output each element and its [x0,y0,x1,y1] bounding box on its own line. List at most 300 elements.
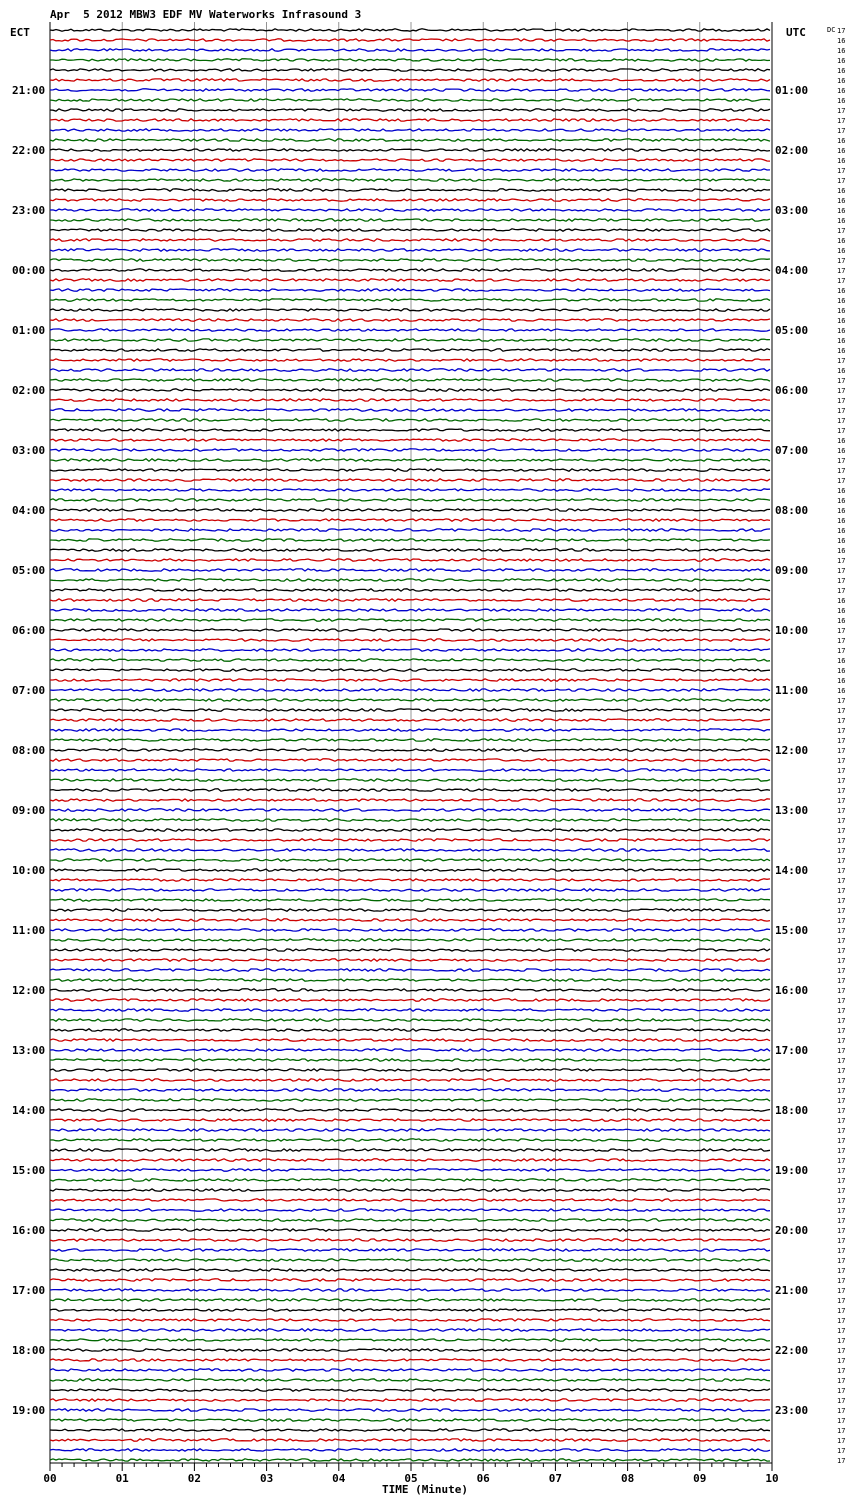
utc-hour-label: 13:00 [775,804,809,817]
trace-group [50,29,770,1461]
seismic-trace [50,1299,770,1301]
seismic-trace [50,149,770,151]
ect-hour-label: 03:00 [12,444,46,457]
seismic-trace [50,209,770,211]
dc-offset-label: 16 [837,147,846,155]
seismic-trace [50,419,770,421]
seismic-trace [50,499,770,501]
dc-offset-label: 17 [837,1157,846,1165]
utc-hour-label: 17:00 [775,1044,809,1057]
dc-offset-label: 16 [837,497,846,505]
dc-offset-label: 17 [837,1067,846,1075]
dc-offset-label: 17 [837,1207,846,1215]
ect-hour-label: 16:00 [12,1224,46,1237]
dc-offset-label: 17 [837,937,846,945]
dc-offset-label: 17 [837,1327,846,1335]
x-tick-label: 05 [404,1472,418,1485]
dc-offset-label: 17 [837,797,846,805]
seismic-trace [50,449,770,451]
utc-hour-label: 10:00 [775,624,809,637]
dc-offset-label: 17 [837,707,846,715]
utc-hour-label: 07:00 [775,444,809,457]
dc-offset-label: 17 [837,1117,846,1125]
seismic-trace [50,889,770,891]
dc-offset-label: 17 [837,107,846,115]
dc-offset-label: 17 [837,1147,846,1155]
dc-offset-label: 16 [837,617,846,625]
dc-offset-label: 17 [837,967,846,975]
dc-offset-label: 16 [837,57,846,65]
seismic-trace [50,1019,770,1021]
seismic-trace [50,479,770,481]
seismic-trace [50,1039,770,1041]
dc-offset-label: 17 [837,717,846,725]
dc-offset-label: 16 [837,507,846,515]
dc-offset-label: 17 [837,1107,846,1115]
dc-offset-label: 17 [837,407,846,415]
dc-offset-label: 17 [837,727,846,735]
seismic-trace [50,459,770,461]
dc-offset-label: 17 [837,1027,846,1035]
dc-offset-label: 17 [837,1127,846,1135]
dc-offset-label: 17 [837,767,846,775]
seismic-trace [50,579,770,581]
x-tick-label: 02 [187,1472,202,1485]
ect-hour-label: 12:00 [12,984,46,997]
dc-offset-label: 17 [837,1277,846,1285]
dc-offset-label: 16 [837,437,846,445]
dc-offset-label: 17 [837,947,846,955]
seismic-trace [50,1189,770,1191]
dc-offset-label: 16 [837,97,846,105]
ect-hour-label: 05:00 [12,564,46,577]
dc-offset-label: 16 [837,547,846,555]
dc-offset-label: 16 [837,657,846,665]
dc-offset-label: 17 [837,1197,846,1205]
dc-offset-label: 17 [837,747,846,755]
dc-offset-label: 17 [837,787,846,795]
x-axis-label: TIME (Minute) [381,1483,469,1496]
seismic-trace [50,749,770,751]
seismic-trace [50,999,770,1001]
seismic-trace [50,349,770,351]
seismic-trace [50,279,770,281]
seismic-trace [50,269,770,271]
dc-offset-label: 17 [837,847,846,855]
dc-offset-label: 16 [837,347,846,355]
seismic-trace [50,1419,770,1421]
utc-hour-label: 19:00 [775,1164,809,1177]
seismic-trace [50,1079,770,1081]
dc-offset-label: 17 [837,1317,846,1325]
utc-hour-label: 23:00 [775,1404,809,1417]
seismic-trace [50,329,770,331]
dc-offset-label: 17 [837,997,846,1005]
seismic-trace [50,769,770,771]
ect-hour-label: 14:00 [12,1104,46,1117]
dc-offset-label: 17 [837,857,846,865]
dc-offset-label: 17 [837,877,846,885]
dc-offset-label: 17 [837,1187,846,1195]
dc-offset-label: 17 [837,477,846,485]
seismic-trace [50,159,770,161]
seismic-trace [50,539,770,541]
seismic-trace [50,1269,770,1271]
seismic-trace [50,49,770,51]
seismic-trace [50,789,770,791]
seismic-trace [50,439,770,441]
seismic-trace [50,529,770,531]
dc-offset-label: 17 [837,777,846,785]
seismic-trace [50,929,770,931]
dc-offset-label: 16 [837,67,846,75]
seismic-trace [50,1359,770,1361]
dc-offset-label: 17 [837,1397,846,1405]
dc-offset-label: 17 [837,1407,846,1415]
dc-offset-label: 17 [837,807,846,815]
seismic-trace [50,729,770,731]
utc-hour-label: 03:00 [775,204,809,217]
dc-offset-label: 17 [837,1297,846,1305]
seismic-trace [50,879,770,881]
dc-offset-label: 17 [837,257,846,265]
seismic-trace [50,959,770,961]
dc-offset-label: 17 [837,817,846,825]
seismic-trace [50,69,770,71]
seismic-trace [50,1289,770,1291]
dc-offset-label: 16 [837,87,846,95]
seismic-trace [50,249,770,251]
dc-offset-label: 17 [837,1307,846,1315]
seismic-trace [50,739,770,741]
seismic-trace [50,609,770,611]
seismic-trace [50,1249,770,1251]
dc-offset-label: 17 [837,627,846,635]
dc-offset-label: 17 [837,827,846,835]
dc-label: DC [827,26,836,34]
utc-hour-label: 21:00 [775,1284,809,1297]
dc-offset-label: 17 [837,1097,846,1105]
dc-offset-label: 16 [837,77,846,85]
dc-offset-label: 17 [837,887,846,895]
seismic-trace [50,1129,770,1131]
dc-offset-label: 17 [837,647,846,655]
seismic-trace [50,839,770,841]
seismic-trace [50,189,770,191]
seismic-trace [50,1389,770,1391]
seismic-trace [50,299,770,301]
ect-hour-label: 10:00 [12,864,46,877]
seismic-trace [50,89,770,91]
dc-offset-label: 17 [837,1047,846,1055]
x-tick-label: 04 [332,1472,346,1485]
ect-hour-label: 17:00 [12,1284,46,1297]
dc-offset-label: 17 [837,1037,846,1045]
seismic-trace [50,319,770,321]
seismic-trace [50,119,770,121]
dc-offset-label: 17 [837,1227,846,1235]
seismic-trace [50,1159,770,1161]
dc-offset-label: 17 [837,467,846,475]
dc-offset-label: 16 [837,307,846,315]
dc-offset-label: 17 [837,957,846,965]
seismic-trace [50,989,770,991]
seismic-trace [50,1109,770,1111]
seismic-trace [50,629,770,631]
dc-offset-label: 16 [837,207,846,215]
seismic-trace [50,819,770,821]
dc-offset-label: 17 [837,1247,846,1255]
dc-offset-label: 17 [837,117,846,125]
seismic-trace [50,99,770,101]
dc-offset-label: 17 [837,1377,846,1385]
dc-offset-label: 17 [837,417,846,425]
dc-offset-label: 17 [837,267,846,275]
seismic-trace [50,669,770,671]
seismic-trace [50,1439,770,1441]
seismic-trace [50,619,770,621]
dc-offset-label: 17 [837,1177,846,1185]
dc-offset-label: 17 [837,987,846,995]
seismic-trace [50,509,770,511]
dc-offset-label: 17 [837,1447,846,1455]
seismic-trace [50,829,770,831]
utc-hour-label: 04:00 [775,264,809,277]
dc-offset-label: 17 [837,567,846,575]
ect-hour-label: 04:00 [12,504,46,517]
seismic-trace [50,1279,770,1281]
dc-offset-label: 16 [837,297,846,305]
dc-offset-label: 17 [837,1267,846,1275]
left-axis-label: ECT [10,26,30,39]
dc-offset-label: 17 [837,1137,846,1145]
ect-hour-label: 01:00 [12,324,46,337]
x-tick-label: 10 [765,1472,779,1485]
dc-offset-label: 17 [837,1287,846,1295]
dc-offset-label: 17 [837,1337,846,1345]
seismic-trace [50,179,770,181]
seismic-trace [50,909,770,911]
seismic-trace [50,949,770,951]
dc-offset-label: 17 [837,867,846,875]
dc-offset-label: 17 [837,837,846,845]
x-axis [43,1463,778,1485]
seismic-trace [50,219,770,221]
seismic-trace [50,859,770,861]
dc-offset-label: 17 [837,907,846,915]
x-tick-label: 01 [115,1472,129,1485]
utc-hour-label: 11:00 [775,684,809,697]
dc-offset-label: 17 [837,1007,846,1015]
seismic-trace [50,309,770,311]
dc-offset-label: 17 [837,1237,846,1245]
seismic-trace [50,1329,770,1331]
dc-offset-label: 17 [837,557,846,565]
seismic-trace [50,199,770,201]
dc-offset-label: 16 [837,447,846,455]
dc-offset-label: 16 [837,157,846,165]
dc-offset-label: 16 [837,287,846,295]
seismic-trace [50,379,770,381]
seismic-trace [50,469,770,471]
dc-offset-label: 17 [837,927,846,935]
dc-offset-label: 17 [837,1387,846,1395]
seismic-trace [50,599,770,601]
dc-offset-label: 17 [837,1457,846,1465]
seismic-trace [50,639,770,641]
ect-hour-label: 06:00 [12,624,46,637]
dc-offset-label: 16 [837,597,846,605]
dc-offset-label: 17 [837,637,846,645]
dc-offset-label: 17 [837,1167,846,1175]
ect-hour-label: 00:00 [12,264,46,277]
seismic-trace [50,109,770,111]
seismic-trace [50,1449,770,1451]
seismic-trace [50,569,770,571]
seismic-trace [50,1259,770,1261]
ect-hour-label: 19:00 [12,1404,46,1417]
seismic-trace [50,1169,770,1171]
utc-hour-label: 09:00 [775,564,809,577]
seismic-trace [50,1369,770,1371]
seismic-trace [50,1149,770,1151]
seismic-trace [50,1319,770,1321]
ect-hour-label: 13:00 [12,1044,46,1057]
seismic-trace [50,679,770,681]
seismic-trace [50,549,770,551]
dc-offset-label: 16 [837,197,846,205]
dc-offset-label: 16 [837,677,846,685]
dc-offset-label: 17 [837,737,846,745]
minute-gridlines [50,22,772,1463]
seismic-trace [50,979,770,981]
seismic-trace [50,1429,770,1431]
seismic-trace [50,849,770,851]
seismic-trace [50,389,770,391]
dc-offset-label: 17 [837,1087,846,1095]
dc-offset-label: 17 [837,1417,846,1425]
dc-offset-label: 16 [837,237,846,245]
seismic-trace [50,1069,770,1071]
dc-offset-label: 16 [837,247,846,255]
dc-offset-label: 16 [837,217,846,225]
seismic-trace [50,1219,770,1221]
seismic-trace [50,409,770,411]
seismic-trace [50,899,770,901]
seismic-trace [50,289,770,291]
utc-hour-label: 20:00 [775,1224,809,1237]
ect-hour-label: 02:00 [12,384,46,397]
seismic-trace [50,139,770,141]
seismic-trace [50,1119,770,1121]
ect-hour-label: 22:00 [12,144,46,157]
seismic-trace [50,79,770,81]
seismic-trace [50,1199,770,1201]
dc-offset-label: 16 [837,367,846,375]
dc-offset-label: 17 [837,1357,846,1365]
x-tick-label: 09 [693,1472,707,1485]
ect-hour-label: 15:00 [12,1164,46,1177]
dc-offset-label: 17 [837,357,846,365]
seismic-trace [50,339,770,341]
dc-offset-label: 17 [837,127,846,135]
ect-hour-label: 18:00 [12,1344,46,1357]
seismic-trace [50,719,770,721]
seismic-trace [50,939,770,941]
dc-offset-label: 16 [837,527,846,535]
dc-offset-labels [837,27,845,1465]
seismic-trace [50,239,770,241]
seismic-trace [50,369,770,371]
utc-hour-label: 16:00 [775,984,809,997]
dc-offset-label: 16 [837,667,846,675]
dc-offset-label: 17 [837,697,846,705]
utc-hour-label: 15:00 [775,924,809,937]
seismic-trace [50,39,770,41]
seismic-trace [50,759,770,761]
seismic-trace [50,919,770,921]
seismic-trace [50,1099,770,1101]
seismic-trace [50,649,770,651]
dc-offset-label: 17 [837,1347,846,1355]
seismic-trace [50,259,770,261]
seismic-trace [50,1229,770,1231]
dc-offset-label: 17 [837,387,846,395]
seismic-trace [50,1179,770,1181]
seismic-trace [50,1399,770,1401]
seismic-trace [50,779,770,781]
dc-offset-label: 17 [837,977,846,985]
dc-offset-label: 17 [837,277,846,285]
seismic-trace [50,1239,770,1241]
utc-hour-label: 18:00 [775,1104,809,1117]
dc-offset-label: 17 [837,1437,846,1445]
x-tick-label: 08 [620,1472,635,1485]
dc-offset-label: 16 [837,607,846,615]
ect-hour-label: 07:00 [12,684,46,697]
seismic-trace [50,1379,770,1381]
ect-hour-label: 09:00 [12,804,46,817]
dc-offset-label: 17 [837,1427,846,1435]
seismic-trace [50,699,770,701]
seismic-trace [50,709,770,711]
dc-offset-label: 17 [837,227,846,235]
seismic-trace [50,559,770,561]
ect-hour-label: 08:00 [12,744,46,757]
dc-offset-label: 16 [837,537,846,545]
dc-offset-label: 17 [837,587,846,595]
utc-hour-label: 22:00 [775,1344,809,1357]
seismic-trace [50,689,770,691]
seismic-trace [50,1349,770,1351]
dc-offset-label: 17 [837,1017,846,1025]
plot-title: Apr 5 2012 MBW3 EDF MV Waterworks Infrasound 3 [50,8,362,21]
right-axis-label: UTC [786,26,806,39]
seismic-trace [50,1049,770,1051]
utc-hour-label: 02:00 [775,144,809,157]
seismic-trace [50,1209,770,1211]
ect-hour-label: 21:00 [12,84,46,97]
utc-hour-label: 12:00 [775,744,809,757]
utc-hour-label: 01:00 [775,84,809,97]
seismic-trace [50,519,770,521]
dc-offset-label: 16 [837,687,846,695]
utc-hour-label: 06:00 [775,384,809,397]
seismic-trace [50,1309,770,1311]
seismic-trace [50,169,770,171]
seismic-trace [50,399,770,401]
dc-offset-label: 17 [837,457,846,465]
